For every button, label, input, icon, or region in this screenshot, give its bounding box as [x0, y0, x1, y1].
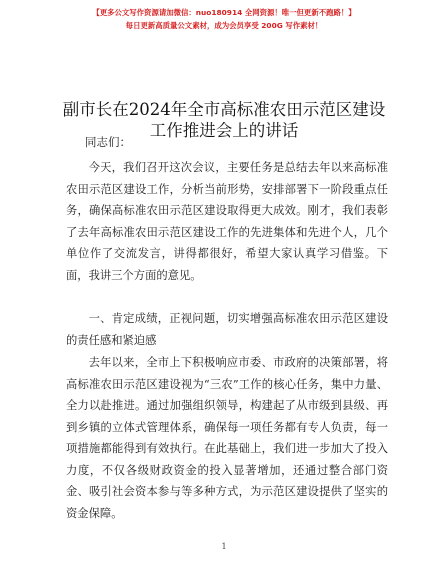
salutation: 同志们：: [85, 135, 131, 149]
section-heading-1: 一、肯定成绩，正视问题，切实增强高标准农田示范区建设的责任感和紧迫感: [66, 312, 388, 347]
page-number: 1: [221, 542, 227, 551]
paragraph-achievements: 去年以来，全市上下积极响应市委、市政府的决策部署，将高标准农田示范区建设视为“三农”工作的核心任务，集中力量、全力以赴推进。通过加强组织领导，构建起了从市级到县级、再到乡镇的立体式管理体系，确保每一项任务都有专人负责，每一项措施都能得到有效执行。在此基础上，我们进一步加大了投入力度，不仅各级财政资金的投入显著增加，还通过整合部门资金、吸引社会资本参与等多种方式，为示范区建设提供了坚实的资金保障。: [66, 356, 388, 520]
paragraph-intro: 今天，我们召开这次会议，主要任务是总结去年以来高标准农田示范区建设工作，分析当前形势，安排部署下一阶段重点任务，确保高标准农田示范区建设取得更大成效。刚才，我们表彰了去年高标准农田示范区建设工作的先进集体和先进个人，几个单位作了交流发言，讲得都很好，希望大家认真学习借鉴。下面，我讲三个方面的意见。: [66, 161, 388, 282]
promo-banner-line-1: 【更多公文写作资源请加微信：nuo180914 全网资源！唯一但更新不跑路！】: [92, 8, 356, 17]
promo-banner-line-2: 每日更新高质量公文素材，成为会员享受 200G 写作素材！: [125, 21, 323, 30]
document-title: 副市长在2024年全市高标准农田示范区建设工作推进会上的讲话: [62, 100, 386, 141]
